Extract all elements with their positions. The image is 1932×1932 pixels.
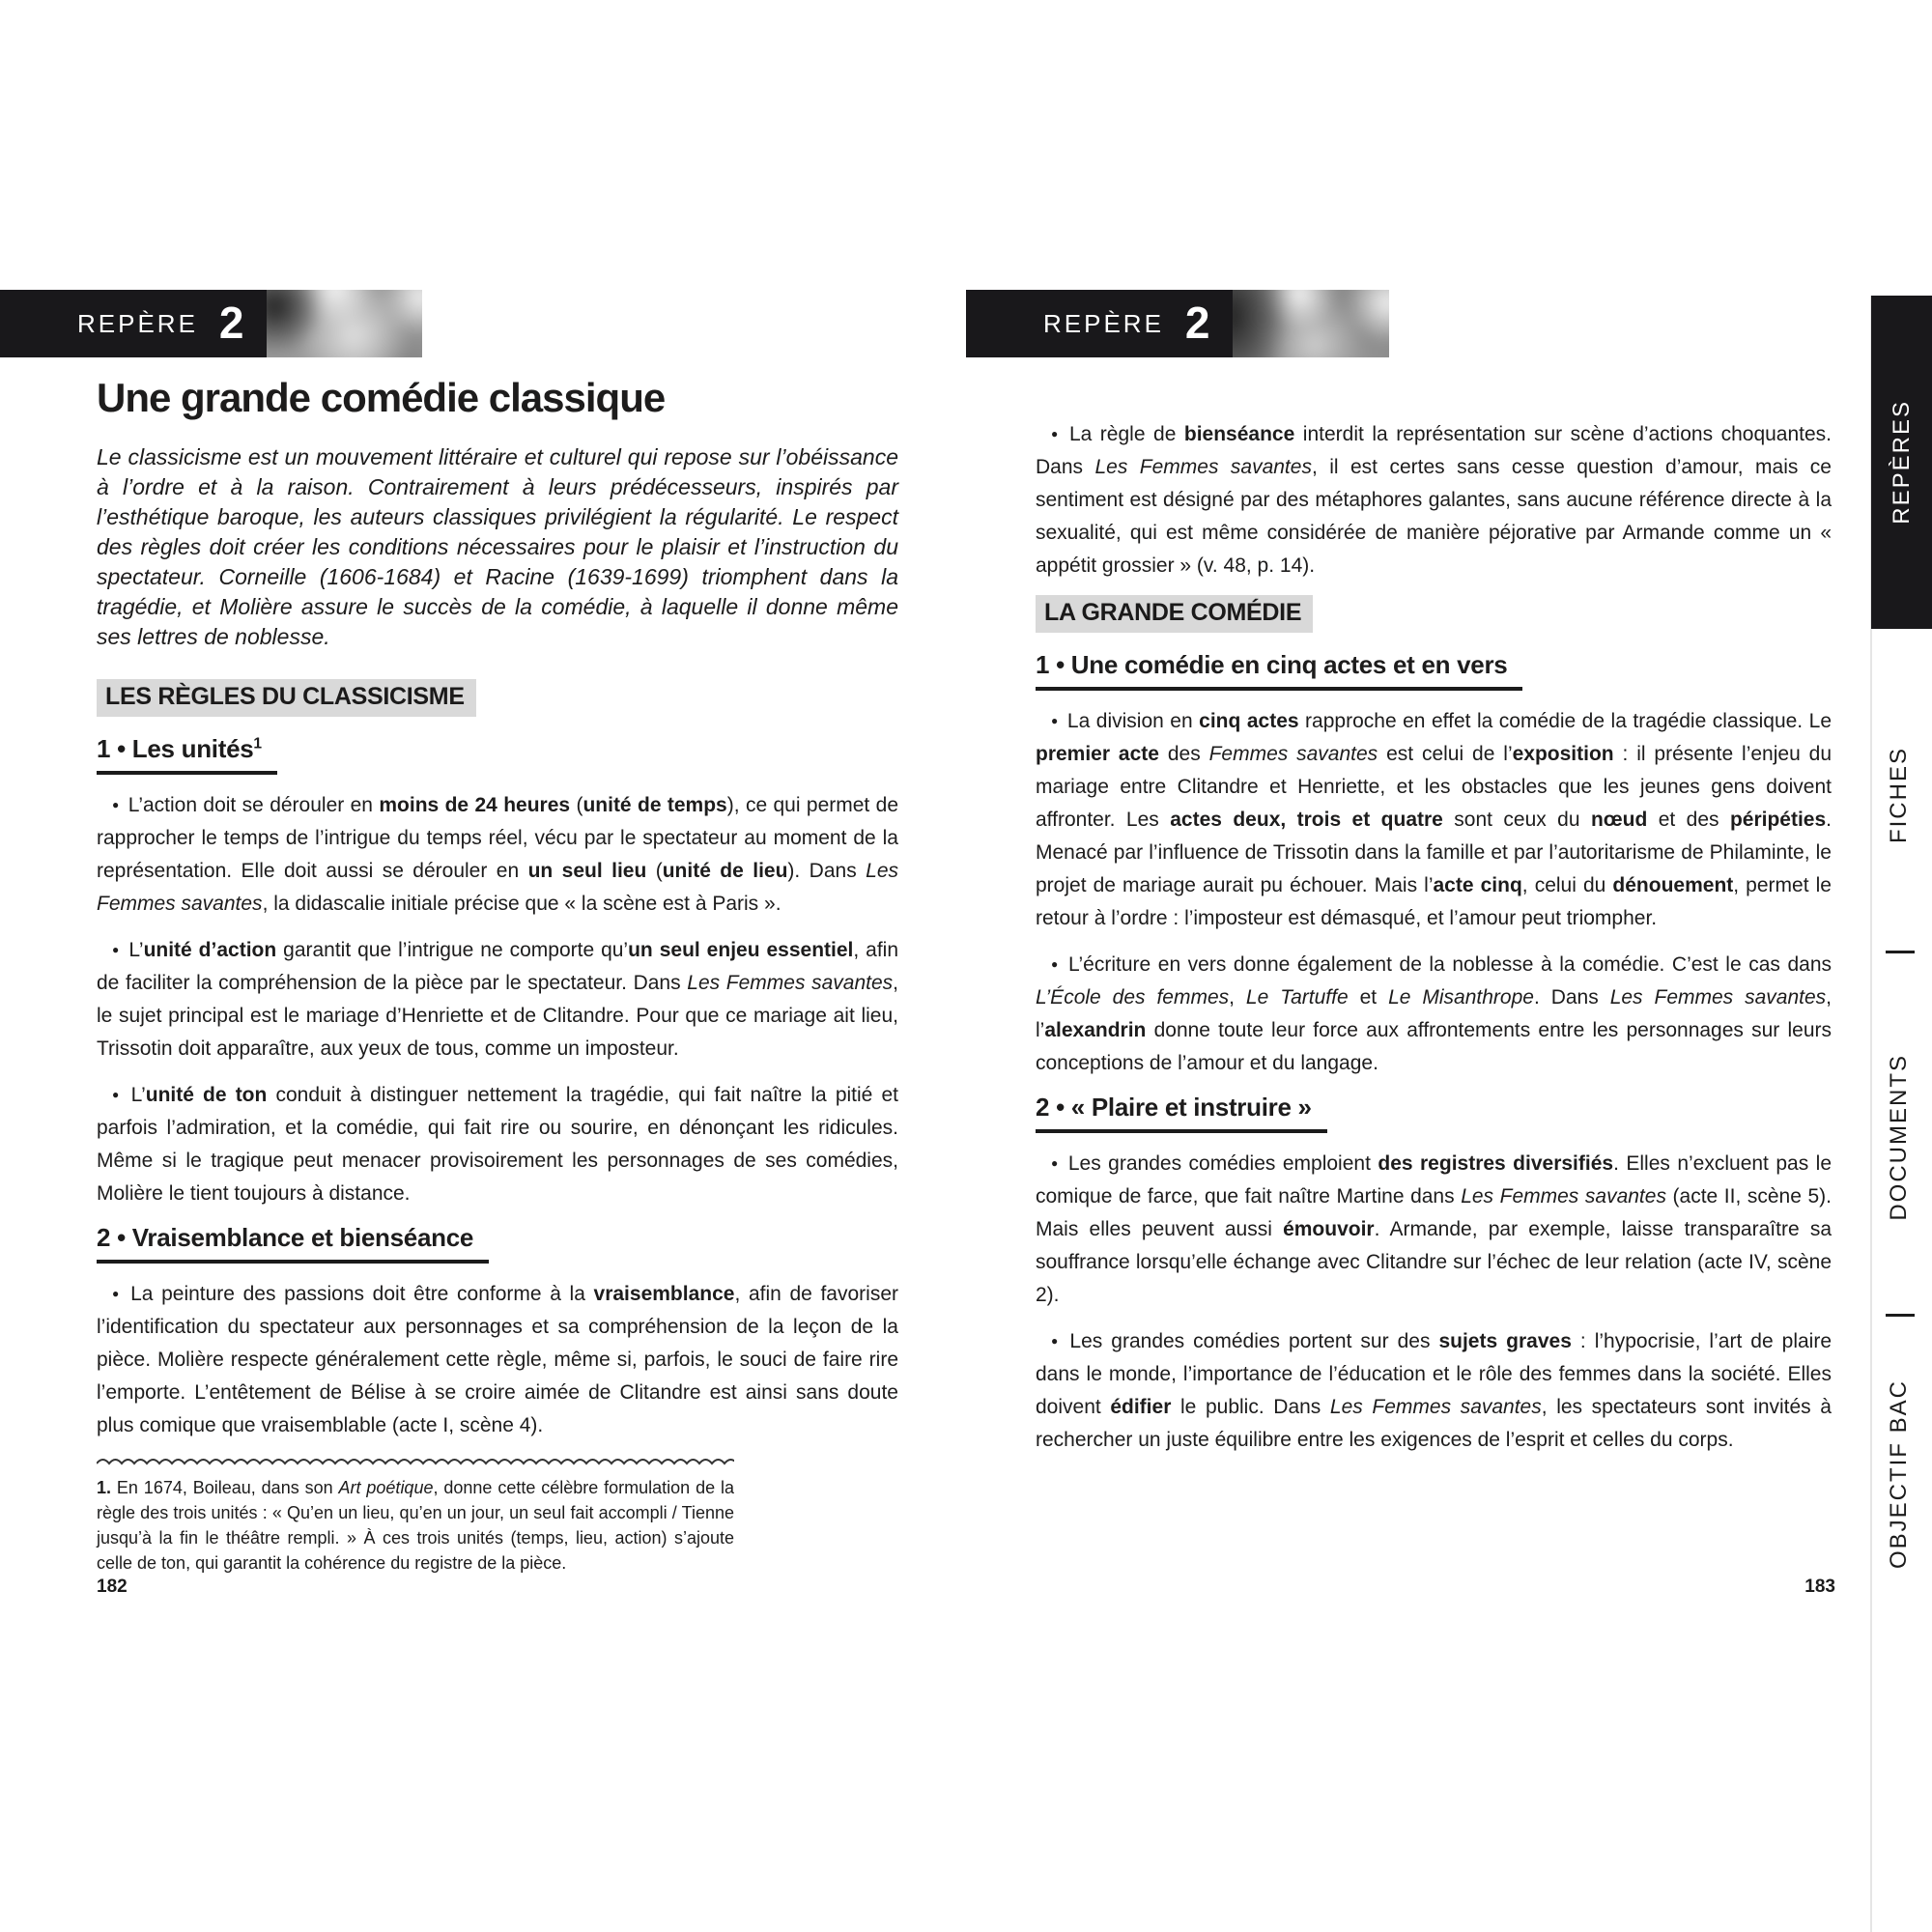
banner-photo bbox=[267, 290, 422, 357]
paragraph-bienseance bbox=[1036, 417, 1832, 582]
sidebar-separator bbox=[1886, 1314, 1915, 1317]
paragraph-vraisemblance bbox=[97, 1277, 898, 1442]
sidebar-tab-label: OBJECTIF BAC bbox=[1886, 1378, 1912, 1570]
paragraph-text: L’écriture en vers donne également de la noblesse à la comédie. C’est le cas dans L’École des femmes, Le Tartuffe et Le Misanthrope. Dans Les Femmes savantes, l’alexandrin donne toute leur force aux affrontements entre les personnages sur leurs conceptions de l’amour et du langage. bbox=[1036, 953, 1832, 1074]
subsection-title-text: 1 • Une comédie en cinq actes et en vers bbox=[1036, 650, 1508, 679]
repere-banner-label: REPÈRE bbox=[1043, 308, 1164, 338]
sidebar-tab-fiches[interactable] bbox=[1870, 724, 1928, 866]
repere-banner-left-black bbox=[0, 290, 267, 357]
page-number-right: 183 bbox=[1804, 1577, 1835, 1597]
subsection-title-cinq-actes bbox=[1036, 650, 1522, 691]
left-column bbox=[97, 375, 898, 1576]
paragraph-text: La peinture des passions doit être conforme à la vraisemblance, afin de favoriser l’identification du spectateur aux personnages et sa compréhension de la leçon de la pièce. Molière respecte généralement cette règle, même si, parfois, le souci de faire rire l’emporte. L’entêtement de Bélise à se croire aimée de Clitandre est ainsi sans doute plus comique que vraisemblable (acte I, scène 4). bbox=[97, 1283, 898, 1436]
paragraph-unite-ton bbox=[97, 1078, 898, 1210]
subsection-title-plaire-instruire bbox=[1036, 1093, 1327, 1133]
paragraph-text: Les grandes comédies portent sur des sujets graves : l’hypocrisie, l’art de plaire dans le monde, l’importance de l’éducation et le rôle des femmes dans la société. Elles doivent édifier le public. Dans Les Femmes savantes, les spectateurs sont invités à rechercher un juste équilibre entre les exigences de l’esprit et celles du corps. bbox=[1036, 1330, 1832, 1451]
paragraph-text: L’action doit se dérouler en moins de 24 heures (unité de temps), ce qui permet de rapprocher le temps de l’intrigue du temps réel, vécu par le spectateur au moment de la représentation. Elle doit aussi se dérouler en un seul lieu (unité de lieu). Dans Les Femmes savantes, la didascalie initiale précise que « la scène est à Paris ». bbox=[97, 794, 898, 915]
bokeh-image bbox=[1233, 290, 1389, 357]
paragraph-sujets-graves bbox=[1036, 1324, 1832, 1457]
subsection-title-vraisemblance bbox=[97, 1223, 489, 1264]
repere-banner-right-black bbox=[966, 290, 1233, 357]
bullet-marker: ● bbox=[1051, 957, 1060, 971]
paragraph-ecriture-vers bbox=[1036, 948, 1832, 1080]
paragraph-unite-temps-lieu bbox=[97, 788, 898, 921]
repere-banner-number: 2 bbox=[1184, 298, 1210, 348]
bullet-marker: ● bbox=[112, 943, 121, 956]
repere-banner-left bbox=[0, 290, 422, 357]
sidebar-tab-label: REPÈRES bbox=[1888, 400, 1915, 525]
intro-paragraph: Le classicisme est un mouvement littéraire et culturel qui repose sur l’obéissance à l’ordre et à la raison. Contrairement à leurs prédécesseurs, inspirés par l’esthétique baroque, les auteurs classiques privilégient la régularité. Le respect des règles doit créer les conditions nécessaires pour le plaisir et l’instruction du spectateur. Corneille (1606-1684) et Racine (1639-1699) triomphent dans la tragédie, et Molière assure le succès de la comédie, à laquelle il donne même ses lettres de noblesse. bbox=[97, 444, 898, 649]
repere-banner-right bbox=[966, 290, 1389, 357]
subsection-title-text: 2 • « Plaire et instruire » bbox=[1036, 1093, 1312, 1122]
subsection-title-unites bbox=[97, 734, 277, 775]
page-title: Une grande comédie classique bbox=[97, 375, 666, 420]
paragraph-text: Les grandes comédies emploient des registres diversifiés. Elles n’excluent pas le comique de farce, que fait naître Martine dans Les Femmes savantes (acte II, scène 5). Mais elles peuvent aussi émouvoir. Armande, par exemple, laisse transparaître sa souffrance lorsqu’elle échange avec Clitandre sur l’échec de leur relation (acte IV, scène 2). bbox=[1036, 1152, 1833, 1306]
wavy-divider bbox=[97, 1456, 734, 1467]
bokeh-image bbox=[267, 290, 422, 357]
bullet-marker: ● bbox=[112, 1088, 123, 1101]
bullet-marker: ● bbox=[1051, 1156, 1060, 1170]
banner-photo bbox=[1233, 290, 1389, 357]
paragraph-cinq-actes bbox=[1036, 704, 1832, 935]
paragraph-registres bbox=[1036, 1147, 1832, 1312]
section-heading-grande-comedie: LA GRANDE COMÉDIE bbox=[1036, 595, 1313, 633]
sidebar-tab-label: DOCUMENTS bbox=[1886, 1053, 1912, 1221]
paragraph-unite-action bbox=[97, 933, 898, 1065]
sidebar-tab-reperes[interactable] bbox=[1871, 296, 1932, 629]
sidebar-separator bbox=[1886, 951, 1915, 953]
paragraph-text: La division en cinq actes rapproche en effet la comédie de la tragédie classique. Le premier acte des Femmes savantes est celui de l’exposition : il présente l’enjeu du mariage entre Clitandre et Henriette, et les obstacles que les jeunes gens doivent affronter. Les actes deux, trois et quatre sont ceux du nœud et des péripéties. Menacé par l’influence de Trissotin dans la famille et par l’autoritarisme de Philaminte, le projet de mariage aurait pu échouer. Mais l’acte cinq, celui du dénouement, permet le retour à l’ordre : l’imposteur est démasqué, et l’amour peut triompher. bbox=[1036, 710, 1832, 929]
paragraph-text: L’unité de ton conduit à distinguer nettement la tragédie, qui fait naître la pitié et parfois l’admiration, et la comédie, qui fait rire ou sourire, en dénonçant les ridicules. Même si le tragique peut menacer provisoirement les personnages de ses comédies, Molière le tient toujours à distance. bbox=[97, 1084, 899, 1205]
bullet-marker: ● bbox=[1051, 714, 1059, 727]
repere-banner-number: 2 bbox=[218, 298, 244, 348]
bullet-marker: ● bbox=[112, 1287, 123, 1300]
sidebar-tab-label: FICHES bbox=[1886, 746, 1912, 843]
subsection-title-text: 2 • Vraisemblance et bienséance bbox=[97, 1223, 474, 1252]
bullet-marker: ● bbox=[1051, 427, 1061, 440]
footnote-block bbox=[97, 1456, 734, 1576]
subsection-title-text: 1 • Les unités bbox=[97, 734, 254, 763]
right-column bbox=[1036, 417, 1832, 1469]
section-heading-regles: LES RÈGLES DU CLASSICISME bbox=[97, 679, 476, 717]
paragraph-text: L’unité d’action garantit que l’intrigue ne comporte qu’un seul enjeu essentiel, afin de faciliter la compréhension de la pièce par le spectateur. Dans Les Femmes savantes, le sujet principal est le mariage d’Henriette et de Clitandre. Pour que ce mariage ait lieu, Trissotin doit apparaître, aux yeux de tous, comme un imposteur. bbox=[97, 939, 899, 1060]
repere-banner-label: REPÈRE bbox=[77, 308, 198, 338]
page-number-left: 182 bbox=[97, 1577, 128, 1597]
footnote-text: 1. En 1674, Boileau, dans son Art poétique, donne cette célèbre formulation de la règle des trois unités : « Qu’en un lieu, qu’en un jour, un seul fait accompli / Tienne jusqu’à la fin le théâtre rempli. » À ces trois unités (temps, lieu, action) s’ajoute celle de ton, qui garantit la cohérence du registre de la pièce. bbox=[97, 1478, 734, 1573]
sidebar-tab-objectif-bac[interactable] bbox=[1870, 1379, 1928, 1569]
sidebar-tab-documents[interactable] bbox=[1870, 1045, 1928, 1229]
bullet-marker: ● bbox=[112, 798, 120, 811]
paragraph-text: La règle de bienséance interdit la représentation sur scène d’actions choquantes. Dans Les Femmes savantes, il est certes sans cesse question d’amour, mais ce sentiment est désigné par des métaphores galantes, sans aucune référence directe à la sexualité, qui est même considérée de manière péjorative par Armande comme un « appétit grossier » (v. 48, p. 14). bbox=[1036, 423, 1833, 577]
bullet-marker: ● bbox=[1051, 1334, 1062, 1348]
footnote-reference: 1 bbox=[253, 735, 262, 753]
